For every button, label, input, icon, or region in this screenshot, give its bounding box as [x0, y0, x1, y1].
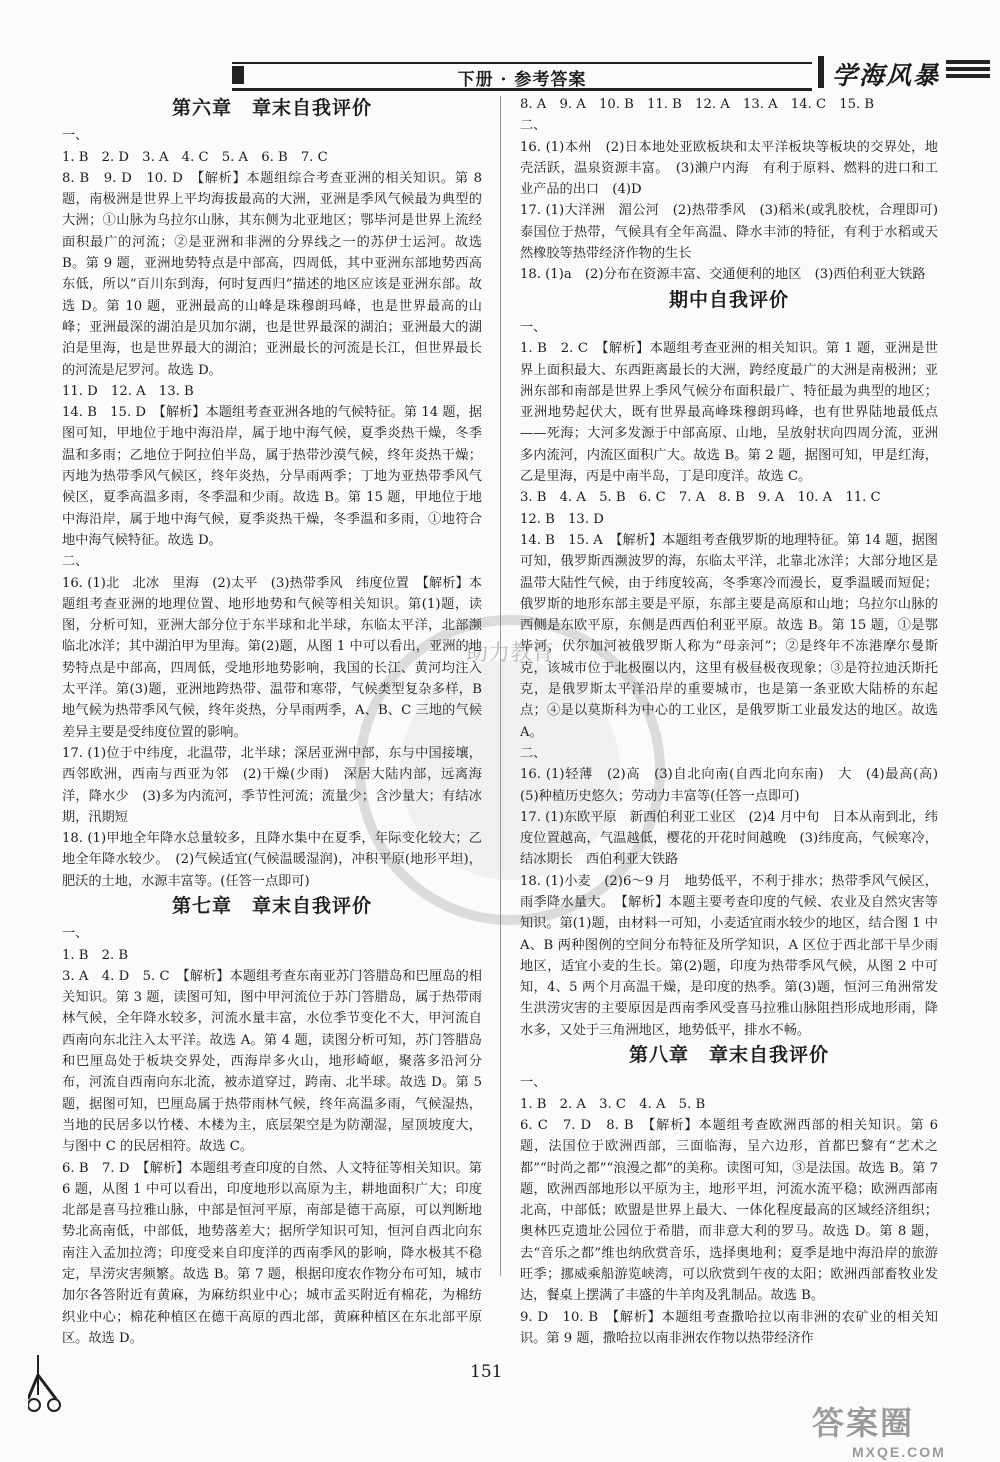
answer-line: 3. B 4. A 5. B 6. C 7. A 8. B 9. A 10. A 11. C: [520, 490, 881, 506]
answer-line: 14. B 15. D 【解析】本题组考查亚洲各地的气候特征。第 14 题，据图可知，甲地位于地中海沿岸，属于地中海气候，夏季炎热干燥，冬季温和多雨；乙地位于阿拉伯半岛，属于热带沙漠气候，终年炎热干燥；丙地为热带季风气候区，终年炎热，分旱雨两季；丁地为亚热带季风气候区，夏季高温多雨，冬季温和少雨。故选 B。第 15 题，甲地位于地中海沿岸，属于地中海气候，夏季炎热干燥，冬季温和多雨，①地符合地中海气候特征。故选 D。: [62, 405, 482, 548]
site-watermark: [812, 1398, 972, 1460]
answer-line: 16. (1)本州 (2)日本地处亚欧板块和太平洋板块等板块的交界处，地壳活跃，温泉资源丰富。 (3)濑户内海 有利于原料、燃料的进口和工业产品的出口 (4)D: [520, 139, 938, 198]
answer-line: 8. A 9. A 10. B 11. B 12. A 13. A 14. C 15. B: [520, 97, 875, 112]
page-header: [232, 62, 812, 91]
answer-line: 14. B 15. A 【解析】本题组考查俄罗斯的地理特征。第 14 题，据图可知，俄罗斯西濒波罗的海，东临太平洋，北靠北冰洋；大部分地区是温带大陆性气候，由于纬度较高，冬季寒冷而漫长，夏季温暖而短促；俄罗斯的地形东部主要是平原，东部主要是高原和山地；乌拉尔山脉的西侧是东欧平原，东侧是西西伯利亚平原。故选 B。第 15 题，①是鄂毕河，伏尔加河被俄罗斯人称为“母亲河”；②是终年不冻港摩尔曼斯克，该城市位于北极圈以内，这里有极昼极夜现象；③是符拉迪沃斯托克，是俄罗斯太平洋沿岸的重要城市，也是第一条亚欧大陆桥的东起点；④是以莫斯科为中心的工业区，是俄罗斯工业最发达的地区。故选 A。: [520, 532, 938, 740]
chapter-8-title: 第八章 章末自我评价: [628, 1044, 829, 1067]
midterm-title: 期中自我评价: [668, 288, 789, 311]
answer-line: 17. (1)位于中纬度，北温带，北半球；深居亚洲中部，东与中国接壤，西邻欧洲，西南与西亚为邻 (2)干燥(少雨) 深居大陆内部，远离海洋，降水少 (3)多为内流河，季节性河流；流量少；含沙量大；有结冰期，汛期短: [62, 745, 482, 825]
answer-line: 18. (1)a (2)分布在资源丰富、交通便利的地区 (3)西伯利亚大铁路: [520, 267, 926, 283]
page-number: 151: [470, 1362, 503, 1382]
stamp-text: 助力教育: [465, 641, 555, 666]
answer-line: 一、: [520, 319, 547, 335]
answer-line: 16. (1)北 北冰 里海 (2)太平 (3)热带季风 纬度位置 【解析】本题组考查亚洲的地理位置、地形地势和气候等相关知识。第(1)题，读图，分析可知，亚洲大部分位于东半球和北半球，东临太平洋，北部濒临北冰洋；其中湖泊甲为里海。第(2)题，从图 1 中可以看出，亚洲的地势特点是中部高，四周低，受地形地势影响，我国的长江、黄河均注入太平洋。第(3)题，亚洲地跨热带、温带和寒带，气候类型复杂多样，B 地气候为热带季风气候，终年炎热，分旱雨两季，A、B、C 三地的气候差异主要是受纬度位置的影响。: [62, 575, 482, 740]
answer-line: 二、: [520, 745, 547, 761]
left-column: [62, 94, 482, 1349]
answer-line: 6. B 7. D 【解析】本题组考查印度的自然、人文特征等相关知识。第 6 题，从图 1 中可以看出，印度地形以高原为主，耕地面积广大；印度北部是喜马拉雅山脉，中部是恒河平原，南部是德干高原，可以判断地势北高南低，中部低，地势落差大；据所学知识可知，恒河自西北向东南注入孟加拉湾；印度受来自印度洋的西南季风的影响，降水极其不稳定，旱涝灾害频繁。故选 B。第 7 题，根据印度农作物分布可知，城市加尔各答附近有黄麻，为麻纺织业中心；城市孟买附近有棉花，为棉纺织业中心；棉花种植区在德干高原的西北部，黄麻种植区在东北部平原区。故选 D。: [62, 1160, 482, 1346]
answer-line: 6. C 7. D 8. B 【解析】本题组考查欧洲西部的相关知识。第 6 题，法国位于欧洲西部，三面临海，呈六边形，首都巴黎有“艺术之都”“时尚之都”“浪漫之都”的美称。读图可知，③是法国。故选 B。第 7 题，欧洲西部地形以平原为主，地形平坦，河流水流平稳；欧洲西部南北高，中部低；欧盟是世界上最大、一体化程度最高的区域经济组织；奥林匹克遗址公园位于希腊，而非意大利的罗马。故选 D。第 8 题，去“音乐之都”维也纳欣赏音乐，选择奥地利；夏季是地中海沿岸的旅游旺季；挪威乘船游览峡湾，可以欣赏到午夜的太阳；欧洲西部畜牧业发达，餐桌上摆满了丰盛的牛羊肉及乳制品。故选 B。: [520, 1117, 938, 1304]
answer-line: 11. D 12. A 13. B: [62, 383, 194, 399]
scissors-icon: [28, 1355, 64, 1415]
answer-line: 二、: [62, 554, 89, 570]
watermark-url: MXQE.COM: [852, 1444, 946, 1460]
answer-line: 17. (1)大洋洲 湄公河 (2)热带季风 (3)稻米(或乳胶枕，合理即可) 泰国位于热带，气候具有全年高温、降水丰沛的特征，有利于水稻或天然橡胶等热带经济作物的生长: [520, 203, 952, 262]
answer-line: 12. B 13. D: [520, 511, 604, 527]
answer-line: 8. B 9. D 10. D 【解析】本题组综合考查亚洲的相关知识。第 8 题，南极洲是世界上平均海拔最高的大洲，亚洲是季风气候最为典型的大洲；①山脉为乌拉尔山脉，其东侧为北亚地区；鄂毕河是世界上流经面积最广的河流；②是亚洲和非洲的分界线之一的苏伊士运河。故选 B。第 9 题，亚洲地势特点是中部高，四周低，其中亚洲东部地势西高东低，所以“百川东到海，何时复西归”描述的地区应该是亚洲东部。故选 D。第 10 题，亚洲最高的山峰是珠穆朗玛峰，也是世界最高的山峰；亚洲最深的湖泊是贝加尔湖，也是世界最深的湖泊；亚洲最大的湖泊是里海，也是世界最大的湖泊；亚洲最长的河流是长江，但世界最长的河流是尼罗河。故选 D。: [62, 170, 482, 378]
answer-line: 18. (1)小麦 (2)6～9 月 地势低平，不利于排水；热带季风气候区，雨季降水量大。 【解析】本题主要考查印度的气候、农业及自然灾害等知识。第(1)题，由材料一可知，小麦适宜雨水较少的地区，结合图 1 中 A、B 两种图例的空间分布特征及所学知识，A 区位于西北部干旱少雨地区，适宜小麦的生长。第(2)题，印度为热带季风气候，从图 2 中可知，4、5 两个月高温干燥，是印度的热季。第(3)题，恒河三角洲常发生洪涝灾害的主要原因是西南季风受喜马拉雅山脉阻挡形成地形雨，降水多，又处于三角洲地区，地势低平，排水不畅。: [520, 873, 938, 1038]
right-column: [520, 94, 952, 1349]
answer-line: 1. B 2. B: [62, 947, 129, 963]
answer-line: 二、: [520, 118, 547, 134]
answer-line: 1. B 2. D 3. A 4. C 5. A 6. B 7. C: [62, 149, 328, 165]
answer-line: 18. (1)甲地全年降水总量较多，且降水集中在夏季，年际变化较大；乙地全年降水较少。 (2)气候适宜(气候温暖湿润)，冲积平原(地形平坦)，肥沃的土地，水源丰富等。(任答一点即可): [62, 831, 482, 889]
answer-line: 一、: [62, 926, 89, 942]
answer-line: 17. (1)东欧平原 新西伯利亚工业区 (2)4 月中旬 日本从南到北，纬度位置越高，气温越低，樱花的开花时间越晚 (3)纬度高，气候寒冷，结冰期长 西伯利亚大铁路: [520, 809, 938, 868]
answer-line: 1. B 2. A 3. C 4. A 5. B: [520, 1096, 706, 1112]
answer-line: 一、: [62, 128, 89, 144]
header-title: 下册 · 参考答案: [457, 70, 587, 90]
brand-logo: [818, 52, 993, 92]
logo-bars: [946, 60, 990, 81]
chapter-7-title: 第七章 章末自我评价: [171, 894, 372, 917]
answer-line: 16. (1)轻薄 (2)高 (3)自北向南(自西北向东南) 大 (4)最高(高) (5)种植历史悠久；劳动力丰富等(任答一点即可): [520, 767, 952, 804]
watermark-brand: 答案圈: [812, 1405, 915, 1441]
answer-line: 一、: [520, 1075, 547, 1091]
chapter-6-title: 第六章 章末自我评价: [171, 97, 372, 119]
column-divider: [500, 96, 501, 1276]
answer-line: 1. B 2. C 【解析】本题组考查亚洲的相关知识。第 1 题，亚洲是世界上面积最大、东西距离最长的大洲，跨经度最广的大洲是南极洲；亚洲东部和南部是世界上季风气候分布面积最广、特征最为典型的地区；亚洲地势起伏大，既有世界最高峰珠穆朗玛峰，也有世界陆地最低点——死海；大河多发源于中部高原、山地，呈放射状向四周分流，亚洲多内流河，内流区面积广大。故选 B。第 2 题，据图可知，甲是红海，乙是里海，丙是中南半岛，丁是印度洋。故选 C。: [520, 341, 938, 485]
answer-line: 3. A 4. D 5. C 【解析】本题组考查东南亚苏门答腊岛和巴厘岛的相关知识。第 3 题，读图可知，图中甲河流位于苏门答腊岛，属于热带雨林气候，全年降水较多，河流水量丰富，水位季节变化不大，甲河流自西南向东北注入太平洋。故选 A。第 4 题，读图分析可知，苏门答腊岛和巴厘岛处于板块交界处，西海岸多火山，地形崎岖，聚落多沿河分布，河流自西南向东北流，被赤道穿过，跨南、北半球。故选 D。第 5 题，据图可知，巴厘岛属于热带雨林气候，终年高温多雨，气候湿热，当地的民居多以竹楼、木楼为主，底层架空是为防潮湿，屋顶坡度大，与图中 C 的民居相符。故选 C。: [62, 968, 482, 1155]
answer-line: 9. D 10. B 【解析】本题组考查撒哈拉以南非洲的农矿业的相关知识。第 9 题，撒哈拉以南非洲农作物以热带经济作: [520, 1309, 938, 1346]
logo-text: 学海风暴: [832, 61, 941, 90]
logo-marker: [818, 56, 824, 88]
